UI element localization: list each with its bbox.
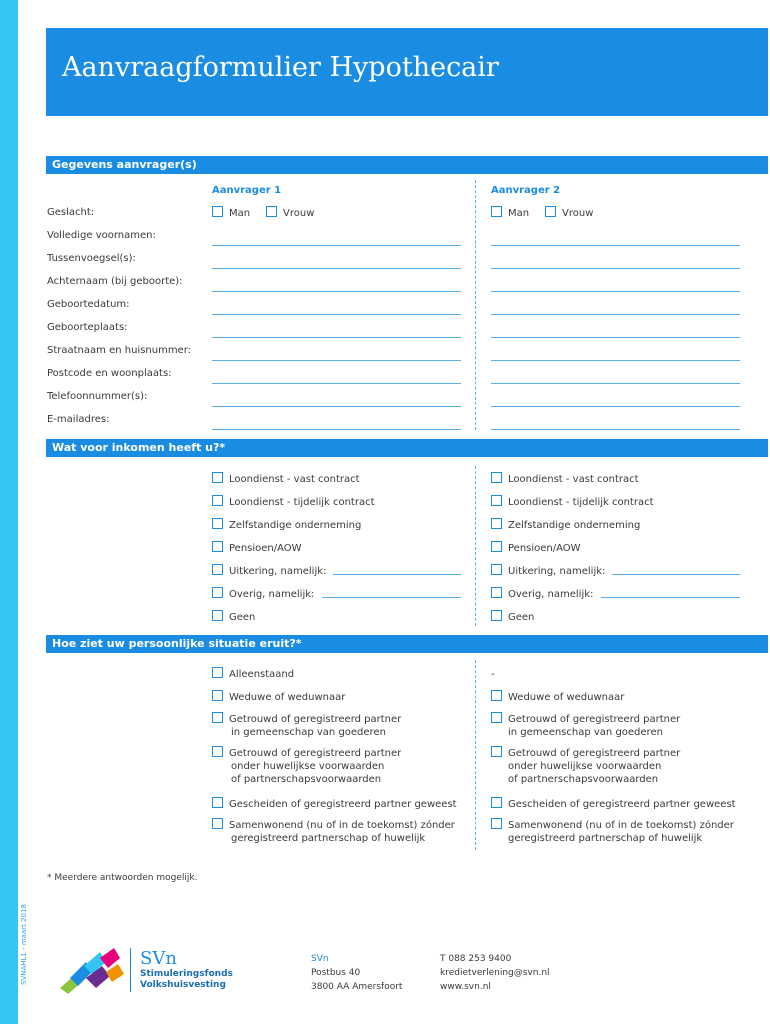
situation-voorwaarden-checkbox-2[interactable] xyxy=(491,746,502,757)
income-uitkering-checkbox-1[interactable] xyxy=(212,564,223,575)
income-vast-checkbox-2[interactable] xyxy=(491,472,502,483)
income-tijdelijk-label-1: Loondienst - tijdelijk contract xyxy=(229,497,375,508)
situation-gemeenschap-line-b: in gemeenschap van goederen xyxy=(508,727,663,738)
situation-gescheiden-checkbox-1[interactable] xyxy=(212,797,223,808)
situation-voorwaarden-line-b: onder huwelijkse voorwaarden xyxy=(508,761,662,772)
field-geboorteplaats-1[interactable] xyxy=(212,337,461,338)
field-voornamen-1[interactable] xyxy=(212,245,461,246)
column-divider xyxy=(475,466,476,626)
gender-vrouw-label-2: Vrouw xyxy=(562,208,594,219)
situation-voorwaarden-checkbox-1[interactable] xyxy=(212,746,223,757)
contact-email[interactable]: kredietverlening@svn.nl xyxy=(440,968,550,978)
field-tussenvoegsel-2[interactable] xyxy=(491,268,740,269)
column-divider xyxy=(475,180,476,430)
income-pensioen-checkbox-1[interactable] xyxy=(212,541,223,552)
income-pensioen-label-2: Pensioen/AOW xyxy=(508,543,581,554)
situation-voorwaarden-line-c: of partnerschapsvoorwaarden xyxy=(508,774,659,785)
field-label-postcode: Postcode en woonplaats: xyxy=(47,368,172,379)
situation-samenwonend-line-b: geregistreerd partnerschap of huwelijk xyxy=(231,833,426,844)
field-straatnaam-1[interactable] xyxy=(212,360,461,361)
situation-gemeenschap-checkbox-2[interactable] xyxy=(491,712,502,723)
contact-web[interactable]: www.svn.nl xyxy=(440,982,491,992)
logo-subtitle xyxy=(140,969,233,991)
income-overig-checkbox-2[interactable] xyxy=(491,587,502,598)
income-overig-field-2[interactable] xyxy=(601,597,740,598)
field-postcode-1[interactable] xyxy=(212,383,461,384)
situation-gemeenschap-line-a: Getrouwd of geregistreerd partner xyxy=(508,714,681,725)
situation-voorwaarden-line-a: Getrouwd of geregistreerd partner xyxy=(508,748,681,759)
situation-weduwe-checkbox-1[interactable] xyxy=(212,690,223,701)
svn-logo xyxy=(56,944,296,996)
title-banner xyxy=(46,28,768,116)
field-label-straatnaam: Straatnaam en huisnummer: xyxy=(47,345,192,356)
column-head-applicant-1: Aanvrager 1 xyxy=(212,185,282,196)
situation-weduwe-checkbox-2[interactable] xyxy=(491,690,502,701)
gender-man-checkbox-1[interactable] xyxy=(212,206,223,217)
gender-man-label-1: Man xyxy=(229,208,251,219)
situation-weduwe-label-1: Weduwe of weduwnaar xyxy=(229,692,346,703)
section-heading-situation: Hoe ziet uw persoonlijke situatie eruit?* xyxy=(46,635,768,653)
gender-vrouw-checkbox-1[interactable] xyxy=(266,206,277,217)
field-label-telefoon: Telefoonnummer(s): xyxy=(47,391,148,402)
income-vast-checkbox-1[interactable] xyxy=(212,472,223,483)
situation-voorwaarden-line-b: onder huwelijkse voorwaarden xyxy=(231,761,385,772)
situation-samenwonend-checkbox-1[interactable] xyxy=(212,818,223,829)
income-vast-label-2: Loondienst - vast contract xyxy=(508,474,639,485)
income-zelfstandig-label-2: Zelfstandige onderneming xyxy=(508,520,641,531)
column-divider xyxy=(475,660,476,850)
contact-address xyxy=(311,952,402,994)
situation-gescheiden-checkbox-2[interactable] xyxy=(491,797,502,808)
document-code: SVNAHL1 - maart 2018 xyxy=(20,904,28,985)
situation-samenwonend-line-a: Samenwonend (nu of in de toekomst) zónder xyxy=(508,820,734,831)
income-uitkering-label-2: Uitkering, namelijk: xyxy=(508,566,606,577)
svn-logo-mark xyxy=(56,944,126,996)
situation-samenwonend-checkbox-2[interactable] xyxy=(491,818,502,829)
section-heading-applicants: Gegevens aanvrager(s) xyxy=(46,156,768,174)
income-pensioen-checkbox-2[interactable] xyxy=(491,541,502,552)
field-telefoon-1[interactable] xyxy=(212,406,461,407)
gender-man-checkbox-2[interactable] xyxy=(491,206,502,217)
situation-voorwaarden-label-1 xyxy=(229,747,401,786)
field-label-geboortedatum: Geboortedatum: xyxy=(47,299,130,310)
income-vast-label-1: Loondienst - vast contract xyxy=(229,474,360,485)
income-uitkering-label-1: Uitkering, namelijk: xyxy=(229,566,327,577)
field-label-tussenvoegsel: Tussenvoegsel(s): xyxy=(47,253,136,264)
situation-gemeenschap-checkbox-1[interactable] xyxy=(212,712,223,723)
income-uitkering-checkbox-2[interactable] xyxy=(491,564,502,575)
situation-samenwonend-line-b: geregistreerd partnerschap of huwelijk xyxy=(508,833,703,844)
income-pensioen-label-1: Pensioen/AOW xyxy=(229,543,302,554)
contact-addr-2: 3800 AA Amersfoort xyxy=(311,982,403,992)
field-tussenvoegsel-1[interactable] xyxy=(212,268,461,269)
field-label-achternaam: Achternaam (bij geboorte): xyxy=(47,276,183,287)
field-label-voornamen: Volledige voornamen: xyxy=(47,230,156,241)
contact-phone: T 088 253 9400 xyxy=(440,954,512,964)
contact-org: SVn xyxy=(311,954,329,964)
income-geen-label-1: Geen xyxy=(229,612,256,623)
field-achternaam-1[interactable] xyxy=(212,291,461,292)
income-tijdelijk-label-2: Loondienst - tijdelijk contract xyxy=(508,497,654,508)
situation-gemeenschap-line-a: Getrouwd of geregistreerd partner xyxy=(229,714,402,725)
situation-dash: - xyxy=(491,669,495,680)
column-head-applicant-2: Aanvrager 2 xyxy=(491,185,561,196)
field-postcode-2[interactable] xyxy=(491,383,740,384)
income-zelfstandig-label-1: Zelfstandige onderneming xyxy=(229,520,362,531)
field-label-email: E-mailadres: xyxy=(47,414,110,425)
situation-samenwonend-label-1 xyxy=(229,819,455,845)
contact-addr-1: Postbus 40 xyxy=(311,968,361,978)
situation-samenwonend-line-a: Samenwonend (nu of in de toekomst) zónder xyxy=(229,820,455,831)
logo-sub-line-1: Stimuleringsfonds xyxy=(140,969,233,979)
income-overig-field-1[interactable] xyxy=(322,597,461,598)
income-geen-checkbox-1[interactable] xyxy=(212,610,223,621)
situation-gemeenschap-label-1 xyxy=(229,713,401,739)
situation-alleenstaand-checkbox[interactable] xyxy=(212,667,223,678)
page-title: Aanvraagformulier Hypothecair xyxy=(62,52,499,83)
income-geen-checkbox-2[interactable] xyxy=(491,610,502,621)
situation-weduwe-label-2: Weduwe of weduwnaar xyxy=(508,692,625,703)
income-overig-checkbox-1[interactable] xyxy=(212,587,223,598)
field-email-2[interactable] xyxy=(491,429,740,430)
situation-samenwonend-label-2 xyxy=(508,819,734,845)
logo-name: SVn xyxy=(140,948,177,969)
field-straatnaam-2[interactable] xyxy=(491,360,740,361)
field-geboortedatum-2[interactable] xyxy=(491,314,740,315)
income-tijdelijk-checkbox-2[interactable] xyxy=(491,495,502,506)
situation-gemeenschap-line-b: in gemeenschap van goederen xyxy=(231,727,386,738)
gender-vrouw-label-1: Vrouw xyxy=(283,208,315,219)
situation-voorwaarden-line-c: of partnerschapsvoorwaarden xyxy=(231,774,382,785)
income-uitkering-field-2[interactable] xyxy=(612,574,740,575)
gender-label: Geslacht: xyxy=(47,207,95,218)
field-label-geboorteplaats: Geboorteplaats: xyxy=(47,322,128,333)
situation-gescheiden-label-2: Gescheiden of geregistreerd partner geweest xyxy=(508,799,736,810)
income-zelfstandig-checkbox-2[interactable] xyxy=(491,518,502,529)
section-heading-income: Wat voor inkomen heeft u?* xyxy=(46,439,768,457)
field-geboorteplaats-2[interactable] xyxy=(491,337,740,338)
logo-divider xyxy=(130,948,131,992)
income-zelfstandig-checkbox-1[interactable] xyxy=(212,518,223,529)
left-accent-bar xyxy=(0,0,18,1024)
logo-sub-line-2: Volkshuisvesting xyxy=(140,980,226,990)
field-voornamen-2[interactable] xyxy=(491,245,740,246)
income-tijdelijk-checkbox-1[interactable] xyxy=(212,495,223,506)
income-overig-label-2: Overig, namelijk: xyxy=(508,589,594,600)
field-telefoon-2[interactable] xyxy=(491,406,740,407)
situation-voorwaarden-line-a: Getrouwd of geregistreerd partner xyxy=(229,748,402,759)
field-geboortedatum-1[interactable] xyxy=(212,314,461,315)
income-geen-label-2: Geen xyxy=(508,612,535,623)
income-overig-label-1: Overig, namelijk: xyxy=(229,589,315,600)
gender-man-label-2: Man xyxy=(508,208,530,219)
field-achternaam-2[interactable] xyxy=(491,291,740,292)
contact-details xyxy=(440,952,550,994)
footnote: * Meerdere antwoorden mogelijk. xyxy=(47,873,198,883)
field-email-1[interactable] xyxy=(212,429,461,430)
gender-vrouw-checkbox-2[interactable] xyxy=(545,206,556,217)
situation-gescheiden-label-1: Gescheiden of geregistreerd partner geweest xyxy=(229,799,457,810)
situation-alleenstaand-label: Alleenstaand xyxy=(229,669,295,680)
situation-voorwaarden-label-2 xyxy=(508,747,680,786)
situation-gemeenschap-label-2 xyxy=(508,713,680,739)
income-uitkering-field-1[interactable] xyxy=(333,574,461,575)
